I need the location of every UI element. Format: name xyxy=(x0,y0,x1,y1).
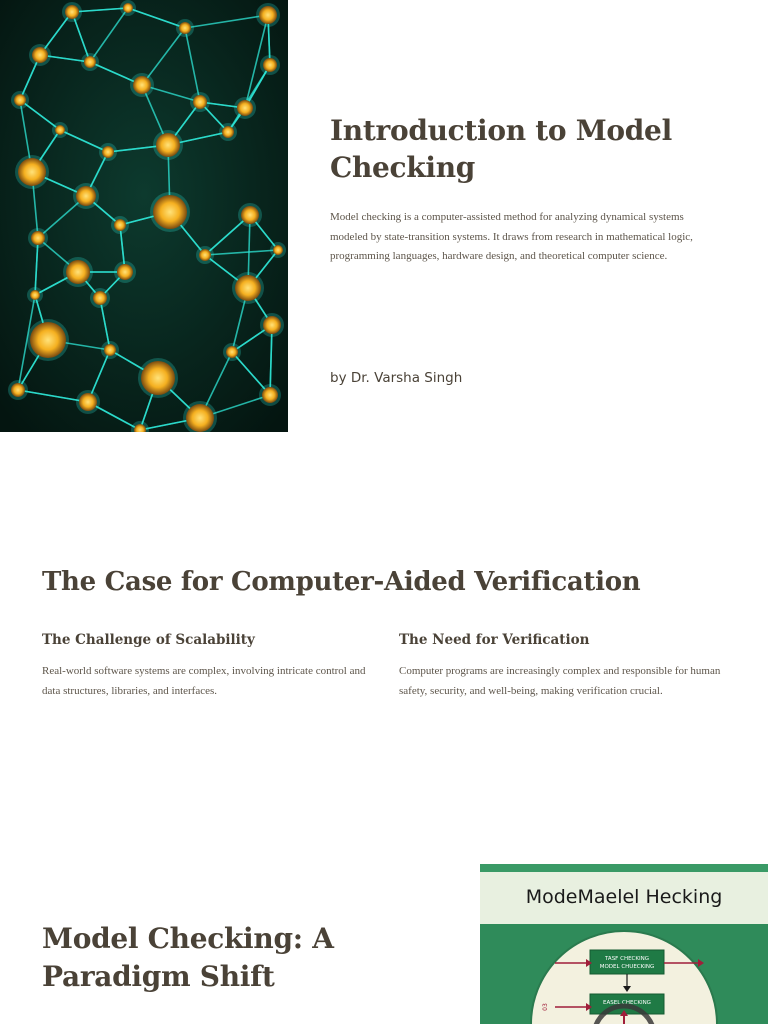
slide-description: Model checking is a computer-assisted method for analyzing dynamical systems modeled by state-transition systems. It draws from research in mathematical logic, programming languages, hardware design, and theoretical computer science. xyxy=(330,211,693,262)
network-illustration xyxy=(0,0,288,432)
diagram-side-label: 03 xyxy=(542,1003,549,1011)
slide-title: The Case for Computer-Aided Verification xyxy=(42,567,641,597)
diagram-box-text-1: TASF CHECKING xyxy=(605,956,649,962)
diagram-box-text-2: MODEL CHUECKING xyxy=(599,964,655,970)
column-text: Real-world software systems are complex, involving intricate control and data structures, libraries, and interfaces. xyxy=(42,665,366,697)
slide-title: Model Checking: A Paradigm Shift xyxy=(42,922,334,993)
slide-title: Introduction to Model Checking xyxy=(330,114,672,184)
slide-paradigm-shift xyxy=(0,864,768,1024)
column-heading: The Need for Verification xyxy=(399,632,590,648)
diagram-banner-text: ModeMaelel Hecking xyxy=(525,886,723,908)
slide-intro xyxy=(0,0,768,432)
author-byline: by Dr. Varsha Singh xyxy=(330,370,463,386)
column-need-for-verification xyxy=(399,630,729,701)
column-heading: The Challenge of Scalability xyxy=(42,632,255,648)
slide-case-for-verification xyxy=(0,432,768,864)
column-text: Computer programs are increasingly complex and responsible for human safety, security, and well-being, making verification crucial. xyxy=(399,665,721,697)
column-scalability xyxy=(42,630,372,701)
diagram-box-text-3: EASEL CHECKING xyxy=(603,1000,651,1006)
model-checking-diagram xyxy=(480,864,768,1024)
